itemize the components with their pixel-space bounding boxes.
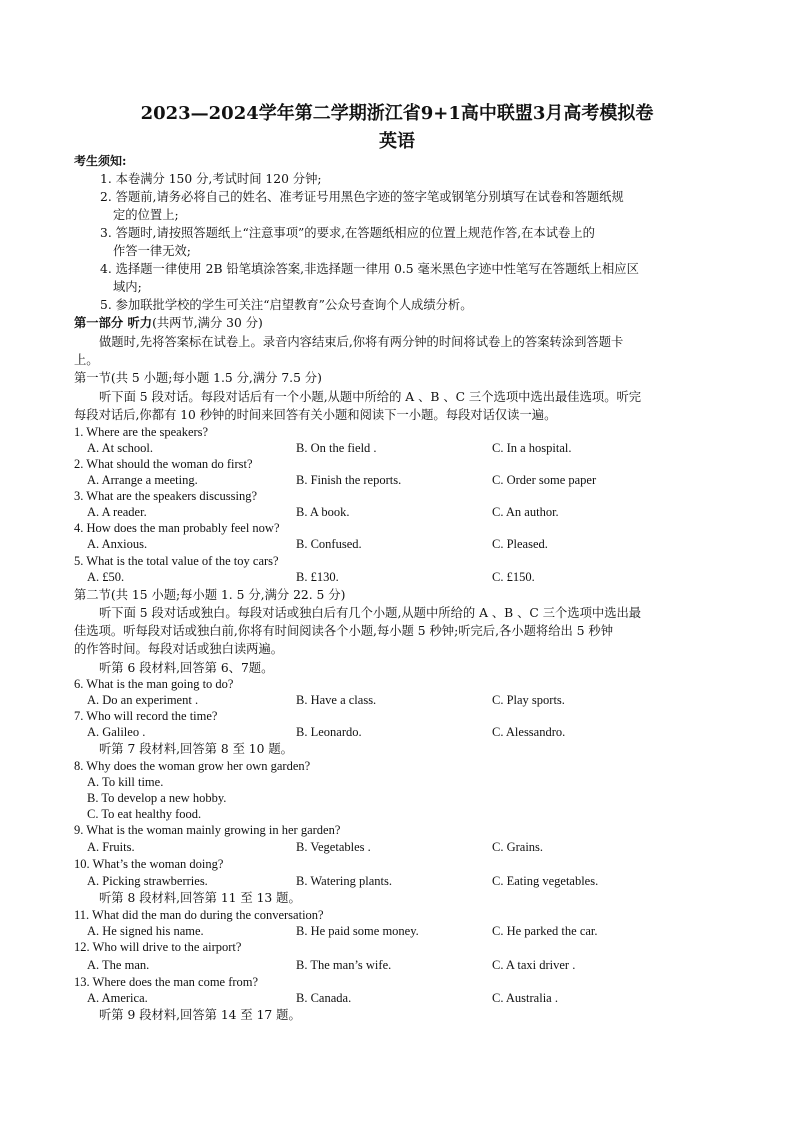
option-b[interactable]: B. To develop a new hobby.: [87, 791, 227, 805]
option-b[interactable]: B. On the field .: [296, 441, 377, 455]
question-stem: 1. Where are the speakers?: [74, 425, 209, 439]
option-c[interactable]: C. Play sports.: [492, 693, 565, 707]
option-a[interactable]: A. To kill time.: [87, 775, 164, 789]
question-stem: 2. What should the woman do first?: [74, 457, 253, 471]
option-c[interactable]: C. Eating vegetables.: [492, 874, 599, 888]
option-a[interactable]: A. Picking strawberries.: [87, 874, 208, 888]
question-stem: 6. What is the man going to do?: [74, 677, 234, 691]
section1-heading: 第一节(共 5 小题;每小题 1.5 分,满分 7.5 分): [74, 371, 322, 385]
section2-instruction: 佳选项。听每段对话或独白前,你将有时间阅读各个小题,每小题 5 秒钟;听完后,各小题将给出 5 秒钟: [74, 624, 614, 638]
option-b[interactable]: B. Leonardo.: [296, 725, 362, 739]
question-stem: 5. What is the total value of the toy cars?: [74, 554, 279, 568]
question-stem: 4. How does the man probably feel now?: [74, 521, 280, 535]
option-c[interactable]: C. An author.: [492, 505, 559, 519]
option-c[interactable]: C. Pleased.: [492, 537, 548, 551]
option-c[interactable]: C. A taxi driver .: [492, 958, 576, 972]
option-c[interactable]: C. Australia .: [492, 991, 558, 1005]
part1-name: 听力: [123, 315, 153, 330]
option-a[interactable]: A. Fruits.: [87, 840, 135, 854]
option-b[interactable]: B. Finish the reports.: [296, 473, 402, 487]
question-stem: 11. What did the man do during the conversation?: [74, 908, 324, 922]
notice-item: 定的位置上;: [113, 208, 179, 222]
option-a[interactable]: A. The man.: [87, 958, 150, 972]
notice-item: 5. 参加联批学校的学生可关注“启望教育”公众号查询个人成绩分析。: [100, 298, 473, 312]
option-a[interactable]: A. Arrange a meeting.: [87, 473, 198, 487]
material-note: 听第 7 段材料,回答第 8 至 10 题。: [99, 742, 293, 756]
option-b[interactable]: B. Confused.: [296, 537, 362, 551]
option-b[interactable]: B. Watering plants.: [296, 874, 392, 888]
option-a[interactable]: A. At school.: [87, 441, 153, 455]
part1-instruction: 上。: [74, 353, 99, 367]
option-b[interactable]: B. £130.: [296, 570, 339, 584]
question-stem: 13. Where does the man come from?: [74, 975, 259, 989]
section2-instruction: 的作答时间。每段对话或独白读两遍。: [74, 642, 284, 656]
question-stem: 3. What are the speakers discussing?: [74, 489, 258, 503]
option-c[interactable]: C. To eat healthy food.: [87, 807, 202, 821]
part1-label: 第一部分: [74, 315, 124, 330]
part1-heading: [74, 315, 724, 331]
section1-instruction: 听下面 5 段对话。每段对话后有一个小题,从题中所给的 A 、B 、C 三个选项中选出最佳选项。听完: [99, 390, 642, 404]
option-c[interactable]: C. Order some paper: [492, 473, 597, 487]
material-note: 听第 8 段材料,回答第 11 至 13 题。: [99, 891, 301, 905]
notice-item: 作答一律无效;: [113, 244, 191, 258]
option-a[interactable]: A. Anxious.: [87, 537, 148, 551]
option-c[interactable]: C. £150.: [492, 570, 535, 584]
option-b[interactable]: B. The man’s wife.: [296, 958, 392, 972]
material-note: 听第 9 段材料,回答第 14 至 17 题。: [99, 1008, 301, 1022]
question-stem: 12. Who will drive to the airport?: [74, 940, 242, 954]
section2-heading: 第二节(共 15 小题;每小题 1. 5 分,满分 22. 5 分): [74, 588, 346, 602]
option-c[interactable]: C. In a hospital.: [492, 441, 572, 455]
notice-item: 域内;: [113, 280, 142, 294]
notice-item: 3. 答题时,请按照答题纸上“注意事项”的要求,在答题纸相应的位置上规范作答,在本试卷上的: [100, 226, 595, 240]
option-b[interactable]: B. Have a class.: [296, 693, 377, 707]
part1-instruction: 做题时,先将答案标在试卷上。录音内容结束后,你将有两分钟的时间将试卷上的答案转涂到答题卡: [99, 335, 624, 349]
option-a[interactable]: A. America.: [87, 991, 148, 1005]
question-stem: 9. What is the woman mainly growing in her garden?: [74, 823, 341, 837]
option-b[interactable]: B. He paid some money.: [296, 924, 419, 938]
option-a[interactable]: A. A reader.: [87, 505, 147, 519]
exam-title: 2023—2024学年第二学期浙江省9+1高中联盟3月高考模拟卷: [140, 103, 654, 124]
option-a[interactable]: A. Do an experiment .: [87, 693, 199, 707]
material-note: 听第 6 段材料,回答第 6、7题。: [99, 661, 274, 675]
section2-instruction: 听下面 5 段对话或独白。每段对话或独白后有几个小题,从题中所给的 A 、B 、C 三个选项中选出最: [99, 606, 642, 620]
question-stem: 8. Why does the woman grow her own garden?: [74, 759, 311, 773]
question-stem: 10. What’s the woman doing?: [74, 857, 224, 871]
notice-heading: 考生须知:: [74, 154, 127, 168]
option-b[interactable]: B. A book.: [296, 505, 350, 519]
notice-item: 1. 本卷满分 150 分,考试时间 120 分钟;: [100, 172, 322, 186]
exam-subject: 英语: [379, 131, 415, 152]
option-a[interactable]: A. £50.: [87, 570, 125, 584]
part1-score: (共两节,满分 30 分): [152, 316, 263, 330]
option-c[interactable]: C. Grains.: [492, 840, 544, 854]
notice-item: 4. 选择题一律使用 2B 铅笔填涂答案,非选择题一律用 0.5 毫米黑色字迹中性笔写在答题纸上相应区: [100, 262, 639, 276]
option-b[interactable]: B. Vegetables .: [296, 840, 371, 854]
section1-instruction: 每段对话后,你都有 10 秒钟的时间来回答有关小题和阅读下一小题。每段对话仅读一遍。: [74, 408, 557, 422]
option-a[interactable]: A. Galileo .: [87, 725, 146, 739]
option-c[interactable]: C. He parked the car.: [492, 924, 598, 938]
option-c[interactable]: C. Alessandro.: [492, 725, 566, 739]
question-stem: 7. Who will record the time?: [74, 709, 218, 723]
option-a[interactable]: A. He signed his name.: [87, 924, 204, 938]
notice-item: 2. 答题前,请务必将自己的姓名、准考证号用黑色字迹的签字笔或钢笔分别填写在试卷和答题纸规: [100, 190, 624, 204]
option-b[interactable]: B. Canada.: [296, 991, 352, 1005]
